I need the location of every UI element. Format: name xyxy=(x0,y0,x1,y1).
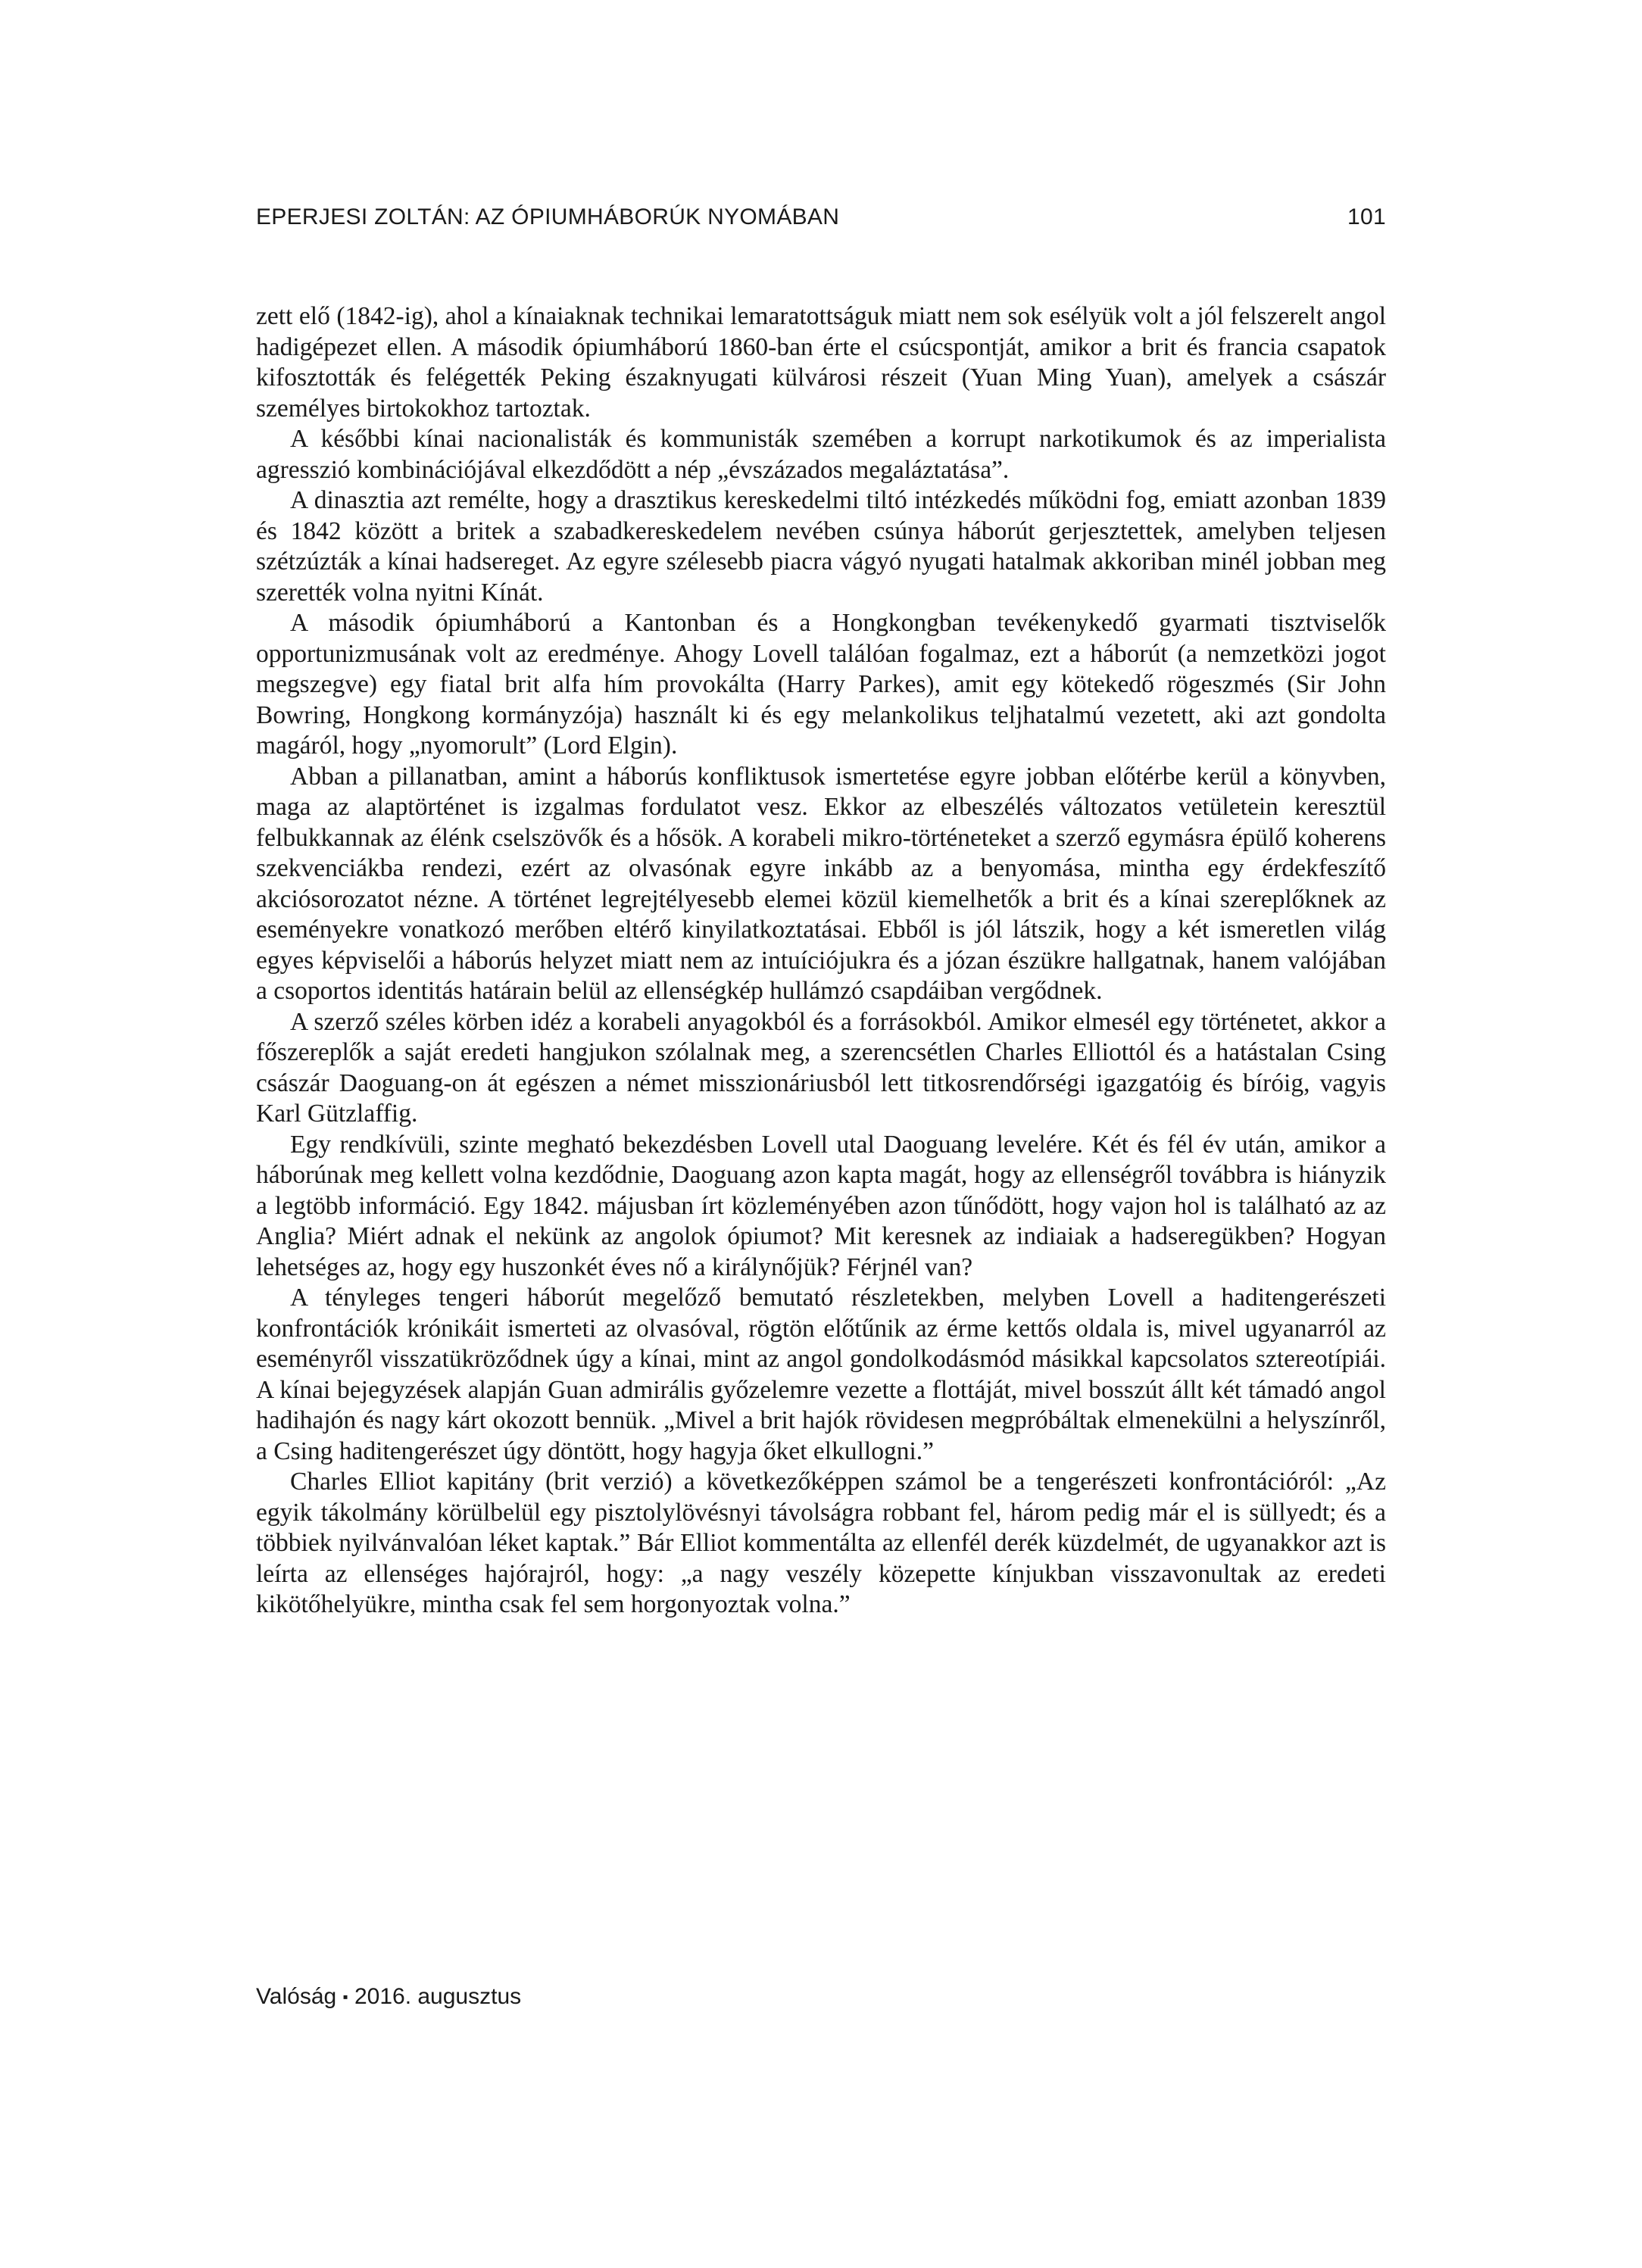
paragraph-4: A második ópiumháború a Kantonban és a Hongkongban tevékenykedő gyarmati tisztviselők opportunizmusának volt az eredménye. Ahogy Lovell találóan fogalmaz, ezt a háborút (a nemzetközi jogot megszegve) egy fiatal brit alfa hím provokálta (Harry Parkes), amit egy kötekedő rögeszmés (Sir John Bowring, Hongkong kormányzója) használt ki és egy melankolikus teljhatalmú vezetett, aki azt gondolta magáról, hogy „nyomorult” (Lord Elgin). xyxy=(256,609,1386,760)
paragraph-8: A tényleges tengeri háborút megelőző bemutató részletekben, melyben Lovell a haditengerészeti konfrontációk krónikáit ismerteti az olvasóval, rögtön előtűnik az érme kettős oldala is, mivel ugyanarról az eseményről visszatükröződnek úgy a kínai, mint az angol gondolkodásmód másikkal kapcsolatos sztereotípiái. A kínai bejegyzések alapján Guan admirális győzelemre vezette a flottáját, mivel bosszút állt két támadó angol hadihajón és nagy kárt okozott bennük. „Mivel a brit hajók rövidesen megpróbáltak elmenekülni a helyszínről, a Csing haditengerészet úgy döntött, hogy hagyja őket elkullogni.” xyxy=(256,1284,1386,1465)
paragraph-1: zett elő (1842-ig), ahol a kínaiaknak technikai lemaratottságuk miatt nem sok esélyük volt a jól felszerelt angol hadigépezet ellen. A második ópiumháború 1860-ban érte el csúcspontját, amikor a brit és francia csapatok kifosztották és felégették Peking északnyugati külvárosi részeit (Yuan Ming Yuan), amelyek a császár személyes birtokokhoz tartoztak. xyxy=(256,302,1386,423)
paragraph-7: Egy rendkívüli, szinte megható bekezdésben Lovell utal Daoguang levelére. Két és fél év után, amikor a háborúnak meg kellett volna kezdődnie, Daoguang azon kapta magát, hogy az ellenségről továbbra is hiányzik a legtöbb információ. Egy 1842. májusban írt közleményében azon tűnődött, hogy vajon hol is található az az Anglia? Miért adnak el nekünk az angolok ópiumot? Mit keresnek az indiaiak a hadseregükben? Hogyan lehetséges az, hogy egy huszonkét éves nő a királynőjük? Férjnél van? xyxy=(256,1130,1386,1281)
page-number: 101 xyxy=(1347,204,1386,229)
paragraph-9: Charles Elliot kapitány (brit verzió) a következőképpen számol be a tengerészeti konfrontációról: „Az egyik tákolmány körülbelül egy pisztolylövésnyi távolságra robbant fel, három pedig már el is süllyedt; és a többiek nyilvánvalóan léket kaptak.” Bár Elliot kommentálta az ellenfél derék küzdelmét, de ugyanakkor azt is leírta az ellenséges hajórajról, hogy: „a nagy veszély közepette kínjukban visszavonultak az eredeti kikötőhelyükre, mintha csak fel sem horgonyoztak volna.” xyxy=(256,1468,1386,1618)
paragraph-2: A későbbi kínai nacionalisták és kommunisták szemében a korrupt narkotikumok és az imperialista agresszió kombinációjával elkezdődött a nép „évszázados megaláztatása”. xyxy=(256,425,1386,484)
page-footer xyxy=(256,1984,521,2010)
journal-name: Valóság xyxy=(256,1984,337,2009)
paragraph-3: A dinasztia azt remélte, hogy a drasztikus kereskedelmi tiltó intézkedés működni fog, emiatt azonban 1839 és 1842 között a britek a szabadkereskedelem nevében csúnya háborút gerjesztettek, amelyben teljesen szétzúzták a kínai hadsereget. Az egyre szélesebb piacra vágyó nyugati hatalmak akkoriban minél jobban meg szerették volna nyitni Kínát. xyxy=(256,486,1386,607)
running-head xyxy=(256,204,1386,235)
issue-date: 2016. augusztus xyxy=(354,1984,522,2009)
paragraph-5: Abban a pillanatban, amint a háborús konfliktusok ismertetése egyre jobban előtérbe kerül a könyvben, maga az alaptörténet is izgalmas fordulatot vesz. Ekkor az elbeszélés változatos vetületein keresztül felbukkannak az élénk cselszövők és a hősök. A korabeli mikro-történeteket a szerző egymásra épülő koherens szekvenciákba rendezi, ezért az olvasónak egyre inkább az a benyomása, mintha egy érdekfeszítő akciósorozatot nézne. A történet legrejtélyesebb elemei közül kiemelhetők a brit és a kínai szereplőknek az eseményekre vonatkozó merőben eltérő kinyilatkoztatásai. Ebből is jól látszik, hogy a két ismeretlen világ egyes képviselői a háborús helyzet miatt nem az intuíciójukra és a józan észükre hallgatnak, hanem valójában a csoportos identitás határain belül az ellenségkép hullámzó csapdáiban vergődnek. xyxy=(256,762,1386,1005)
separator-icon: ▪ xyxy=(342,1989,348,2006)
running-title: EPERJESI ZOLTÁN: AZ ÓPIUMHÁBORÚK NYOMÁBAN xyxy=(256,204,840,229)
article-body xyxy=(256,301,1386,1621)
paragraph-6: A szerző széles körben idéz a korabeli anyagokból és a forrásokból. Amikor elmesél egy történetet, akkor a főszereplők a saját eredeti hangjukon szólalnak meg, a szerencsétlen Charles Elliottól és a hatástalan Csing császár Daoguang-on át egészen a német misszionáriusból lett titkosrendőrségi igazgatóig és bíróig, vagyis Karl Gützlaffig. xyxy=(256,1007,1386,1128)
